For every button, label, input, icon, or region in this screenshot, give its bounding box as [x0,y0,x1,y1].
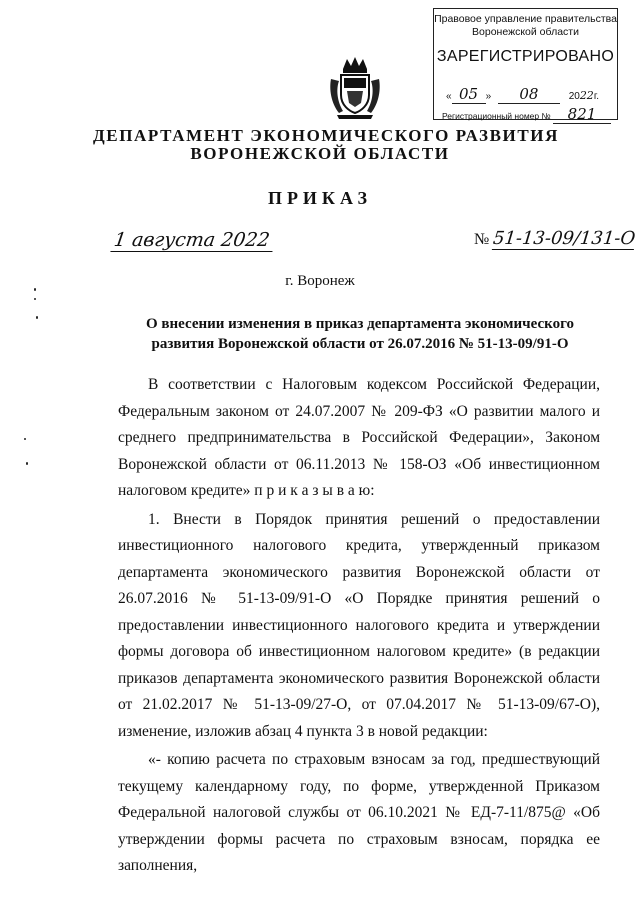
scan-speck [34,298,36,300]
order-number-prefix: № [474,231,490,248]
registration-stamp [433,8,618,123]
order-body [118,372,600,880]
stamp-year-suffix: г. [593,91,600,102]
city-line: г. Воронеж [285,273,355,289]
body-paragraph-3: «- копию расчета по страховым взносам за год, предшествующий текущему календарному году, по форме, утвержденной Приказом Федеральной налоговой службы от 06.10.2021 № ЕД-7-11/875@ «Об утверждении формы расчета по страховым взносам, порядка ее заполнения, [118,751,600,874]
scan-speck [24,438,26,440]
stamp-reg-number: 821 [553,105,611,124]
department-name-line1: ДЕПАРТАМЕНТ ЭКОНОМИЧЕСКОГО РАЗВИТИЯ [93,126,559,145]
department-name-line2: ВОРОНЕЖСКОЙ ОБЛАСТИ [190,144,450,163]
order-subject: О внесении изменения в приказ департамента экономического развития Воронежской области от 26.07.2016 № 51-13-09/91-О [145,316,575,352]
scan-speck [34,288,36,291]
stamp-reg-number-label: Регистрационный номер № [442,111,551,121]
coat-of-arms-emblem [327,55,383,121]
stamp-reg-number-line [442,105,614,124]
handwritten-date: 1 августа 2022 [110,229,275,252]
scan-speck [36,316,38,319]
stamp-registered: ЗАРЕГИСТРИРОВАНО [436,48,615,65]
body-paragraph-2: 1. Внести в Порядок принятия решений о предоставлении инвестиционного налогового кредита, утвержденный приказом департамента экономического развития Воронежской области от 26.07.2016 № 51-13-09/91-О «О Порядке принятия решений о предоставлении инвестиционного налогового кредита и утверждении формы договора об инвестиционном налоговом кредите» (в редакции приказов департамента экономического развития Воронежской области от 21.02.2017 № 51-13-09/27-О, от 07.04.2017 № 51-13-09/67-О), изменение, изложив абзац 4 пункта 3 в новой редакции: [118,510,600,740]
scan-speck [26,462,28,465]
handwritten-order-number: 51-13-09/131-О [491,228,637,249]
stamp-org-line1: Правовое управление правительства [434,13,617,25]
stamp-day: 05 [452,85,486,104]
stamp-year-prefix: 20 [568,91,580,102]
document-type-title: ПРИКАЗ [267,188,373,208]
stamp-org-line2: Воронежской области [472,26,579,38]
body-paragraph-1: В соответствии с Налоговым кодексом Российской Федерации, Федеральным законом от 24.07.2007 № 209-ФЗ «О развитии малого и среднего предпринимательства в Российской Федерации», Законом Воронежской области от 06.11.2013 № 158-ОЗ «Об инвестиционном налоговом кредите» п р и к а з ы в а ю: [118,376,600,499]
stamp-year-hand: 22 [579,89,594,102]
stamp-date: « 05 » 08 2022г. [446,85,600,103]
stamp-month: 08 [498,85,560,104]
